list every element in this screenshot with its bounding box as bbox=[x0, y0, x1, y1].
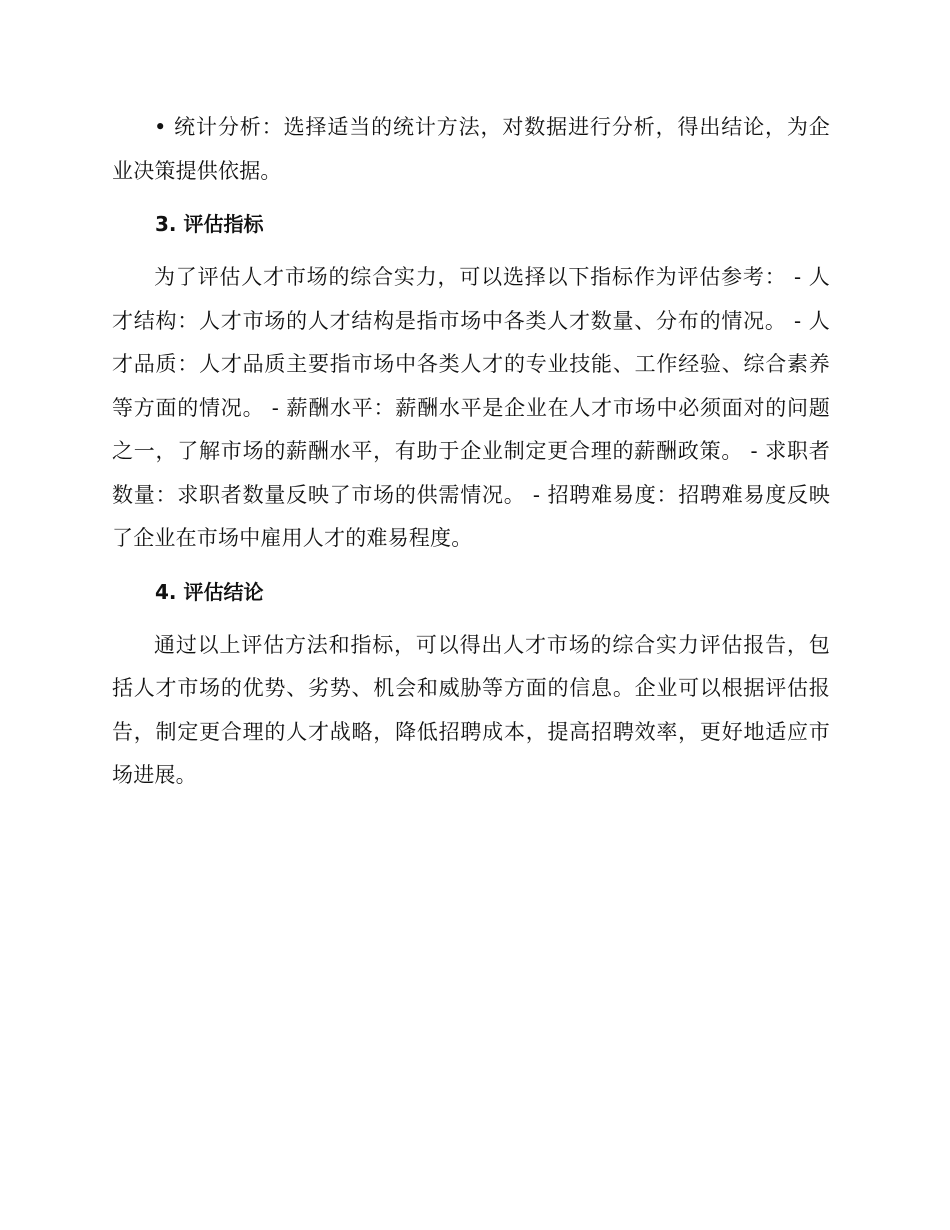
paragraph-statistical-analysis: • 统计分析：选择适当的统计方法，对数据进行分析，得出结论，为企业决策提供依据。 bbox=[112, 115, 830, 183]
section-heading-evaluation-conclusion: 4. 评估结论 bbox=[155, 579, 264, 604]
paragraph-evaluation-indicators: 为了评估人才市场的综合实力，可以选择以下指标作为评估参考： - 人才结构：人才市场的人才结构是指市场中各类人才数量、分布的情况。 - 人才品质：人才品质主要指市场中各类人才的专业技能、工作经验、综合素养等方面的情况。 - 薪酬水平：薪酬水平是企业在人才市场中必须面对的问题之一，了解市场的薪酬水平，有助于企业制定更合理的薪酬政策。 - 求职者数量：求职者数量反映了市场的供需情况。 - 招聘难易度：招聘难易度反映了企业在市场中雇用人才的难易程度。 bbox=[112, 265, 830, 550]
paragraph-evaluation-conclusion: 通过以上评估方法和指标，可以得出人才市场的综合实力评估报告，包括人才市场的优势、劣势、机会和威胁等方面的信息。企业可以根据评估报告，制定更合理的人才战略，降低招聘成本，提高招聘效率，更好地适应市场进展。 bbox=[112, 632, 830, 787]
section-heading-evaluation-indicators: 3. 评估指标 bbox=[155, 212, 264, 236]
document-page bbox=[112, 106, 830, 798]
